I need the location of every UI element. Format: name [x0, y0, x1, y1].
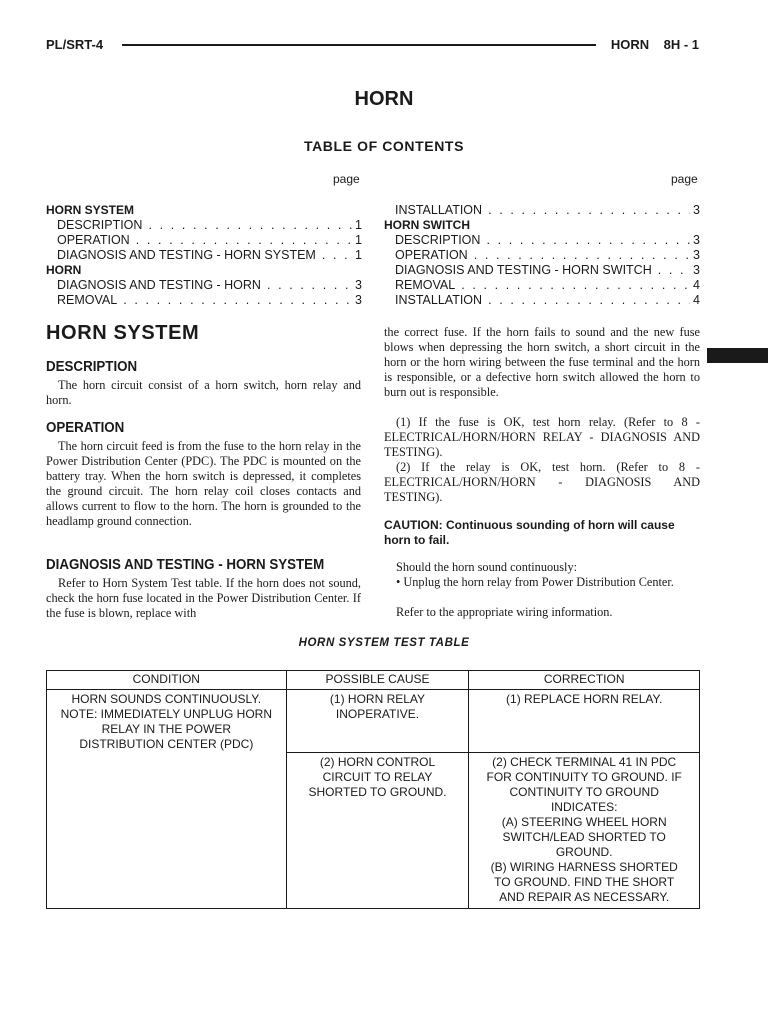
dot-leader — [148, 218, 352, 233]
bullet-item: • Unplug the horn relay from Power Distribution Center. — [396, 575, 674, 589]
toc-entry[interactable] — [384, 263, 700, 278]
table-header-row — [47, 671, 700, 690]
dot-leader — [322, 248, 352, 263]
toc-entry-label: REMOVAL — [395, 278, 456, 292]
toc-page-label-left: page — [333, 172, 360, 186]
toc-entry-label: INSTALLATION — [395, 203, 483, 217]
table-title: HORN SYSTEM TEST TABLE — [298, 637, 470, 649]
section-heading: HORN SYSTEM — [46, 322, 200, 344]
toc-right-column — [384, 203, 700, 308]
toc-entry-label: DIAGNOSIS AND TESTING - HORN — [57, 278, 261, 292]
toc-page-number: 1 — [355, 218, 362, 232]
running-header-right: HORN 8H - 1 — [610, 37, 699, 52]
diagnosis-text-continued: the correct fuse. If the horn fails to sound and the new fuse blows when depressing the horn switch, a short circuit in the horn or the horn wiring between the fuse terminal and the horn is responsible, or a defective horn switch allowed the horn to burn out is responsible. — [384, 325, 700, 399]
toc-entry[interactable] — [46, 218, 362, 233]
toc-entry[interactable] — [46, 278, 362, 293]
toc-page-number: 3 — [693, 248, 700, 262]
toc-entry-label: DIAGNOSIS AND TESTING - HORN SWITCH — [395, 263, 652, 277]
continuous-intro: Should the horn sound continuously: — [396, 560, 578, 574]
dot-leader — [658, 263, 690, 278]
continuous-bullet — [384, 575, 700, 590]
cell-text-line: (1) HORN RELAY — [329, 692, 426, 706]
dot-leader — [461, 278, 690, 293]
diagnosis-text: Refer to Horn System Test table. If the horn does not sound, check the horn fuse located in the Power Distribution Center. If the fuse is blown, replace with — [46, 576, 361, 620]
cell-text-line: DISTRIBUTION CENTER (PDC) — [79, 737, 254, 751]
toc-page-number: 3 — [693, 233, 700, 247]
section-tab-marker — [707, 348, 768, 363]
column-header-condition: CONDITION — [47, 671, 287, 690]
toc-entry-label: OPERATION — [395, 248, 468, 262]
toc-entry[interactable] — [384, 293, 700, 308]
horn-system-test-table — [46, 670, 700, 909]
dot-leader — [486, 233, 690, 248]
description-text: The horn circuit consist of a horn switch, horn relay and horn. — [46, 378, 361, 407]
toc-entry-label: REMOVAL — [57, 293, 118, 307]
cell-text-line: CIRCUIT TO RELAY — [322, 770, 433, 784]
toc-entry-label: DESCRIPTION — [57, 218, 143, 232]
operation-text: The horn circuit feed is from the fuse to the horn relay in the Power Distribution Center (PDC). The PDC is mounted on the battery tray. When the horn switch is depressed, it completes the ground circuit. The horn relay coil closes contacts and allows current to flow to the horn. The horn is grounded to the headlamp ground connection. — [46, 439, 361, 528]
diagnosis-step-2: (2) If the relay is OK, test horn. (Refer to 8 - ELECTRICAL/HORN/HORN - DIAGNOSIS AND TESTING). — [384, 460, 700, 504]
toc-entry[interactable] — [46, 293, 362, 308]
dot-leader — [488, 203, 690, 218]
condition-cell — [47, 690, 287, 909]
page-title: HORN — [354, 88, 414, 110]
toc-page-number: 3 — [355, 293, 362, 307]
correction-cell — [469, 690, 700, 753]
cell-text-line: INOPERATIVE. — [335, 707, 420, 721]
cell-text-line: NOTE: IMMEDIATELY UNPLUG HORN — [60, 707, 272, 721]
cell-text-line: (1) REPLACE HORN RELAY. — [506, 692, 663, 706]
toc-page-number: 1 — [355, 233, 362, 247]
dot-leader — [267, 278, 352, 293]
toc-entry[interactable] — [384, 233, 700, 248]
toc-page-label-right: page — [671, 172, 698, 186]
correction-cell — [469, 753, 700, 909]
caution-note: CAUTION: Continuous sounding of horn will cause horn to fail. — [384, 518, 675, 547]
toc-entry-label: DIAGNOSIS AND TESTING - HORN SYSTEM — [57, 248, 316, 262]
toc-group-heading: HORN — [46, 263, 82, 277]
dot-leader — [136, 233, 352, 248]
cause-cell — [286, 753, 469, 909]
cell-text-line: AND REPAIR AS NECESSARY. — [499, 890, 670, 904]
toc-entry[interactable] — [46, 248, 362, 263]
column-header-cause: POSSIBLE CAUSE — [286, 671, 469, 690]
toc-page-number: 3 — [355, 278, 362, 292]
dot-leader — [474, 248, 690, 263]
table-row — [47, 690, 700, 753]
toc-group-heading: HORN SWITCH — [384, 218, 470, 232]
cell-text-line: INDICATES: — [550, 800, 618, 814]
toc-page-number: 3 — [693, 203, 700, 217]
toc-entry[interactable] — [384, 278, 700, 293]
toc-page-number: 3 — [693, 263, 700, 277]
cell-text-line: SWITCH/LEAD SHORTED TO — [502, 830, 666, 844]
cell-text-line: FOR CONTINUITY TO GROUND. IF — [486, 770, 682, 784]
cell-text-line: HORN SOUNDS CONTINUOUSLY. — [71, 692, 262, 706]
cause-cell — [286, 690, 469, 753]
cell-text-line: (A) STEERING WHEEL HORN — [501, 815, 667, 829]
toc-page-number: 4 — [693, 278, 700, 292]
toc-entry-label: OPERATION — [57, 233, 130, 247]
toc-entry[interactable] — [46, 233, 362, 248]
diagnosis-heading: DIAGNOSIS AND TESTING - HORN SYSTEM — [46, 557, 325, 573]
dot-leader — [123, 293, 352, 308]
dot-leader — [488, 293, 690, 308]
toc-group-heading: HORN SYSTEM — [46, 203, 135, 217]
cell-text-line: (B) WIRING HARNESS SHORTED — [490, 860, 678, 874]
toc-title: TABLE OF CONTENTS — [303, 138, 465, 154]
toc-page-number: 4 — [693, 293, 700, 307]
wiring-reference: Refer to the appropriate wiring information. — [396, 605, 613, 619]
description-heading: DESCRIPTION — [46, 359, 138, 375]
toc-entry[interactable] — [384, 248, 700, 263]
cell-text-line: GROUND. — [555, 845, 613, 859]
cell-text-line: RELAY IN THE POWER — [101, 722, 231, 736]
operation-heading: OPERATION — [46, 420, 125, 436]
cell-text-line: CONTINUITY TO GROUND — [509, 785, 659, 799]
cell-text-line: (2) HORN CONTROL — [319, 755, 436, 769]
cell-text-line: TO GROUND. FIND THE SHORT — [494, 875, 675, 889]
column-header-correction: CORRECTION — [469, 671, 700, 690]
toc-entry[interactable] — [384, 203, 700, 218]
header-rule — [122, 44, 596, 46]
diagnosis-step-1: (1) If the fuse is OK, test horn relay. (Refer to 8 - ELECTRICAL/HORN/HORN RELAY - DIAGNOSIS AND TESTING). — [384, 415, 700, 459]
cell-text-line: SHORTED TO GROUND. — [308, 785, 447, 799]
toc-left-column — [46, 203, 362, 308]
toc-entry-label: INSTALLATION — [395, 293, 483, 307]
toc-entry-label: DESCRIPTION — [395, 233, 481, 247]
running-header-left: PL/SRT-4 — [46, 37, 104, 52]
toc-page-number: 1 — [355, 248, 362, 262]
cell-text-line: (2) CHECK TERMINAL 41 IN PDC — [492, 755, 677, 769]
